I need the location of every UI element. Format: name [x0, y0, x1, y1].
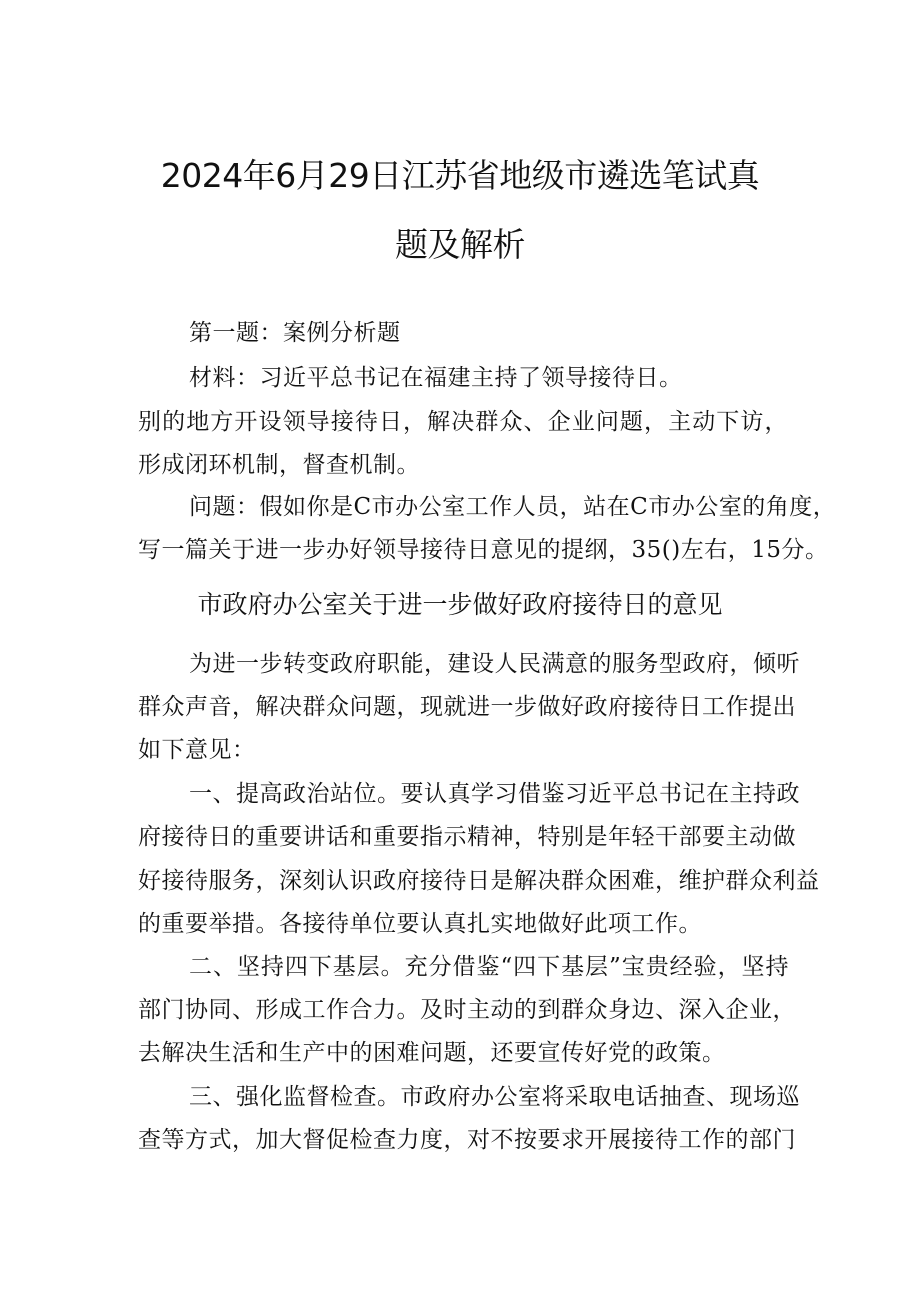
point-1-line-1: 一、提高政治站位。要认真学习借鉴习近平总书记在主持政: [189, 781, 800, 807]
point-1-line-2: 府接待日的重要讲话和重要指示精神，特别是年轻干部要主动做: [138, 824, 796, 850]
material-line: 材料：习近平总书记在福建主持了领导接待日。: [189, 365, 683, 391]
point-3-line-1: 三、强化监督检查。市政府办公室将采取电话抽查、现场巡: [189, 1084, 800, 1110]
document-title-line-1: 2024年6月29日江苏省地级市遴选笔试真: [160, 156, 760, 195]
point-1-line-3: 好接待服务，深刻认识政府接待日是解决群众困难，维护群众利益: [138, 868, 820, 894]
point-3-line-2: 查等方式，加大督促检查力度，对不按要求开展接待工作的部门: [138, 1127, 796, 1153]
intro-line-1: 为进一步转变政府职能，建设人民满意的服务型政府，倾听: [189, 651, 800, 677]
point-1-line-4: 的重要举措。各接待单位要认真扎实地做好此项工作。: [138, 911, 702, 937]
answer-heading: 市政府办公室关于进一步做好政府接待日的意见: [197, 590, 723, 619]
point-2-line-3: 去解决生活和生产中的困难问题，还要宣传好党的政策。: [138, 1040, 726, 1066]
point-2-line-1: 二、坚持四下基层。充分借鉴“四下基层”宝贵经验，坚持: [189, 954, 789, 980]
question-label: 第一题：案例分析题: [189, 320, 401, 346]
material-continuation-1: 别的地方开设领导接待日，解决群众、企业问题，主动下访，: [138, 409, 788, 435]
intro-line-2: 群众声音，解决群众问题，现就进一步做好政府接待日工作提出: [138, 694, 796, 720]
question-prompt-1: 问题：假如你是C市办公室工作人员，站在C市办公室的角度，: [189, 494, 837, 520]
point-2-line-2: 部门协同、形成工作合力。及时主动的到群众身边、深入企业，: [138, 997, 796, 1023]
material-continuation-2: 形成闭环机制，督查机制。: [138, 452, 420, 478]
question-prompt-2: 写一篇关于进一步办好领导接待日意见的提纲，35()左右，15分。: [138, 537, 829, 563]
document-title-line-2: 题及解析: [395, 225, 525, 264]
intro-line-3: 如下意见：: [138, 737, 256, 763]
